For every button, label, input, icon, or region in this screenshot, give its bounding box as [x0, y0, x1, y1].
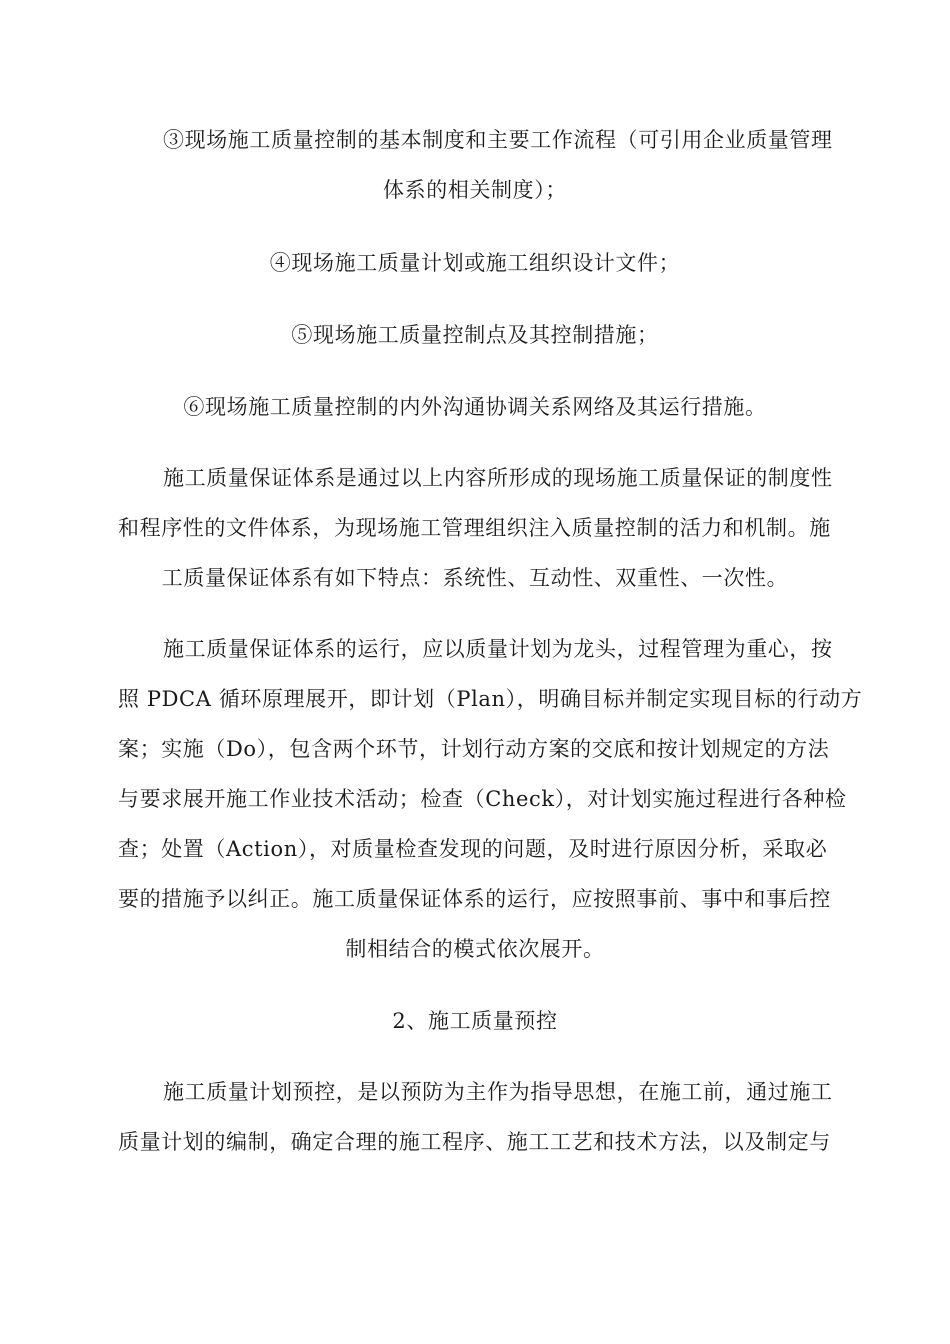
paragraph-line: 工质量保证体系有如下特点：系统性、互动性、双重性、一次性。 [161, 566, 789, 590]
paragraph-line: 要的措施予以纠正。施工质量保证体系的运行，应按照事前、事中和事后控 [118, 887, 831, 911]
paragraph-line: 施工质量保证体系的运行，应以质量计划为龙头，过程管理为重心，按 [163, 637, 833, 661]
paragraph-line: 制相结合的模式依次展开。 [345, 937, 605, 961]
paragraph-line: 和程序性的文件体系，为现场施工管理组织注入质量控制的活力和机制。施 [118, 516, 831, 540]
paragraph-line: 案；实施（Do），包含两个环节，计划行动方案的交底和按计划规定的方法 [118, 737, 830, 761]
paragraph-line: 体系的相关制度）； [383, 178, 567, 202]
paragraph-line: 施工质量保证体系是通过以上内容所形成的现场施工质量保证的制度性 [163, 466, 833, 490]
paragraph-line: ⑤现场施工质量控制点及其控制措施； [291, 323, 659, 347]
paragraph-line: 照 PDCA 循环原理展开，即计划（Plan），明确目标并制定实现目标的行动方 [118, 687, 863, 711]
paragraph-line: 与要求展开施工作业技术活动；检查（Check），对计划实施过程进行各种检 [118, 787, 847, 811]
paragraph-line: ③现场施工质量控制的基本制度和主要工作流程（可引用企业质量管理 [163, 128, 833, 152]
paragraph-line: ⑥现场施工质量控制的内外沟通协调关系网络及其运行措施。 [183, 395, 767, 419]
section-heading: 2、施工质量预控 [392, 1009, 558, 1033]
paragraph-line: ④现场施工质量计划或施工组织设计文件； [269, 251, 681, 275]
paragraph-line: 施工质量计划预控，是以预防为主作为指导思想，在施工前，通过施工 [163, 1080, 833, 1104]
paragraph-line: 查；处置（Action），对质量检查发现的问题，及时进行原因分析，采取必 [118, 837, 828, 861]
paragraph-line: 质量计划的编制，确定合理的施工程序、施工工艺和技术方法，以及制定与 [118, 1130, 831, 1154]
